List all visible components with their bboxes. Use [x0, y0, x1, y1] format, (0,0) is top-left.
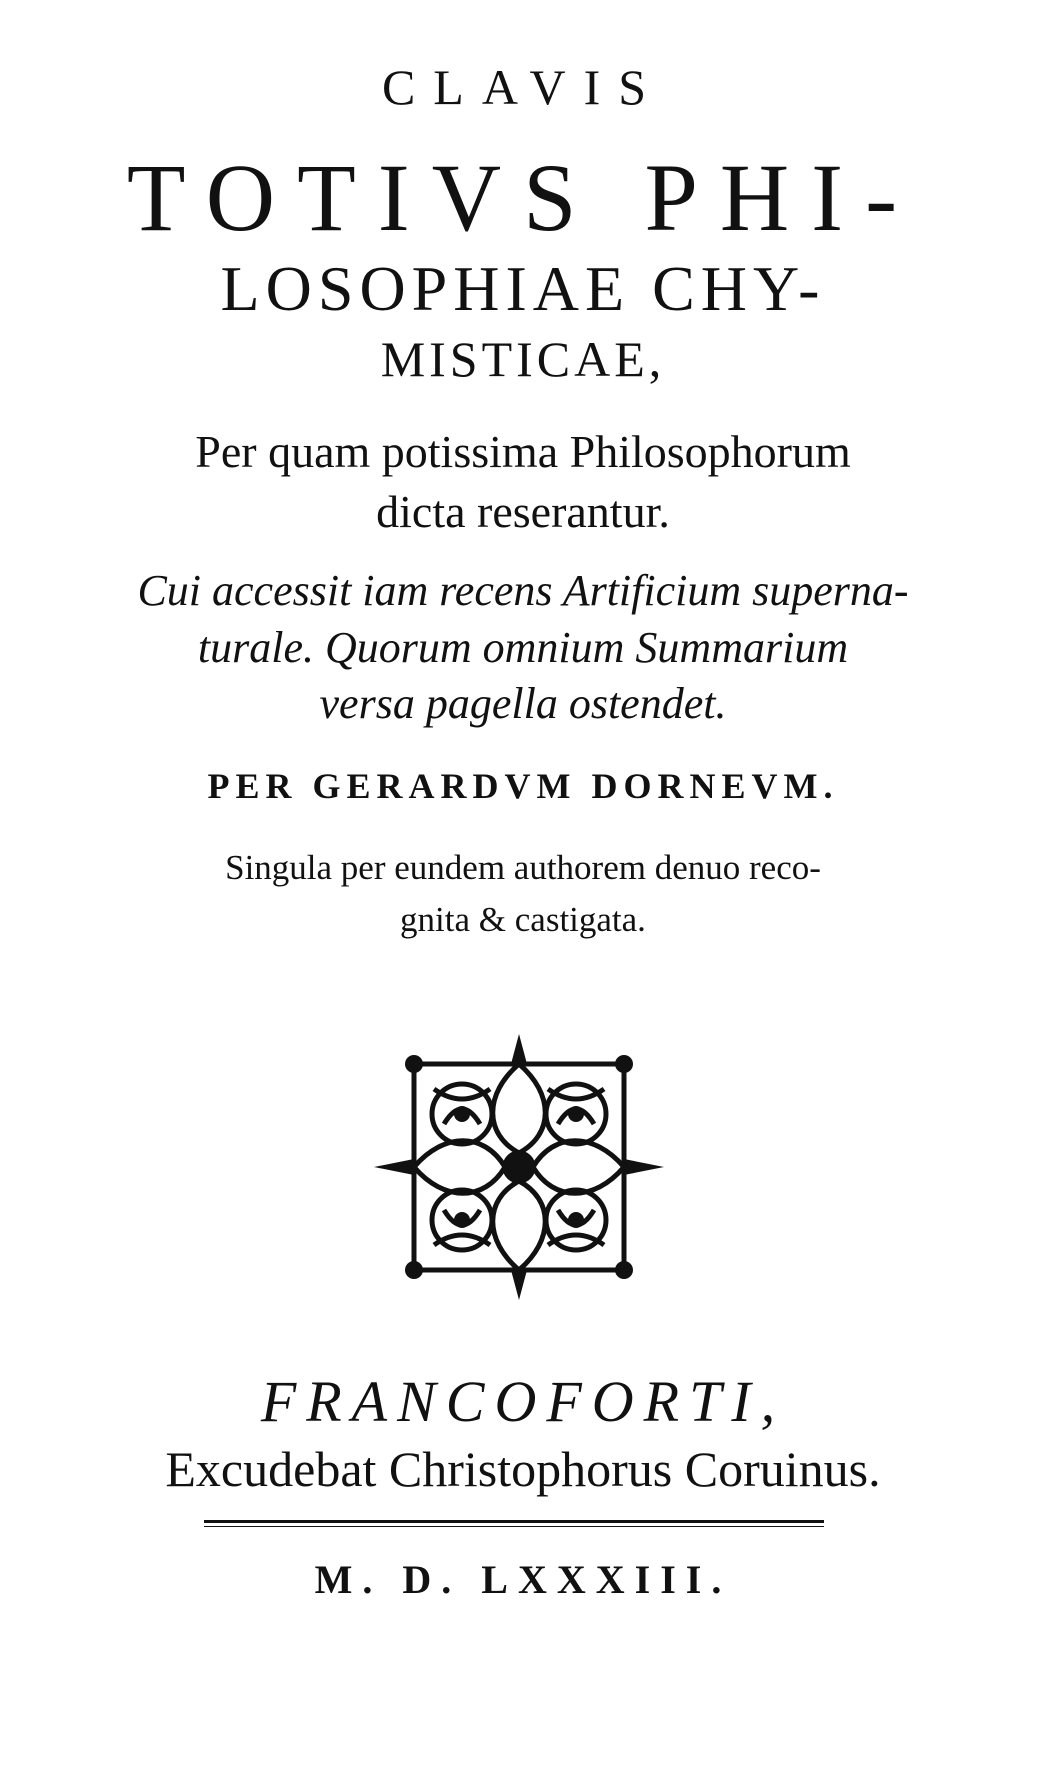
italic-line-2: turale. Quorum omnium Summarium — [197, 623, 849, 672]
title-line-1: CLAVIS — [381, 59, 665, 115]
printers-ornament-icon — [374, 1034, 664, 1300]
note-line-1: Singula per eundem authorem denuo reco- — [225, 848, 821, 887]
title-line-2: TOTIVS PHI- — [126, 144, 920, 251]
imprint-printer: Excudebat Christophorus Coruinus. — [165, 1441, 881, 1497]
subtitle-line-1: Per quam potissima Philosophorum — [195, 426, 851, 477]
author-line: PER GERARDVM DORNEVM. — [207, 766, 839, 806]
italic-line-3: versa pagella ostendet. — [319, 679, 727, 728]
title-line-3: LOSOPHIAE CHY- — [220, 253, 826, 324]
divider-rule-thick — [204, 1520, 824, 1523]
divider-rule-thin — [204, 1526, 824, 1527]
title-line-4: MISTICAE, — [380, 331, 666, 387]
subtitle-line-2: dicta reserantur. — [376, 486, 670, 537]
note-line-2: gnita & castigata. — [400, 900, 646, 939]
italic-line-1: Cui accessit iam recens Artificium superna- — [137, 566, 909, 615]
imprint-date: M. D. LXXXIII. — [314, 1557, 732, 1602]
imprint-place: FRANCOFORTI, — [260, 1369, 786, 1434]
